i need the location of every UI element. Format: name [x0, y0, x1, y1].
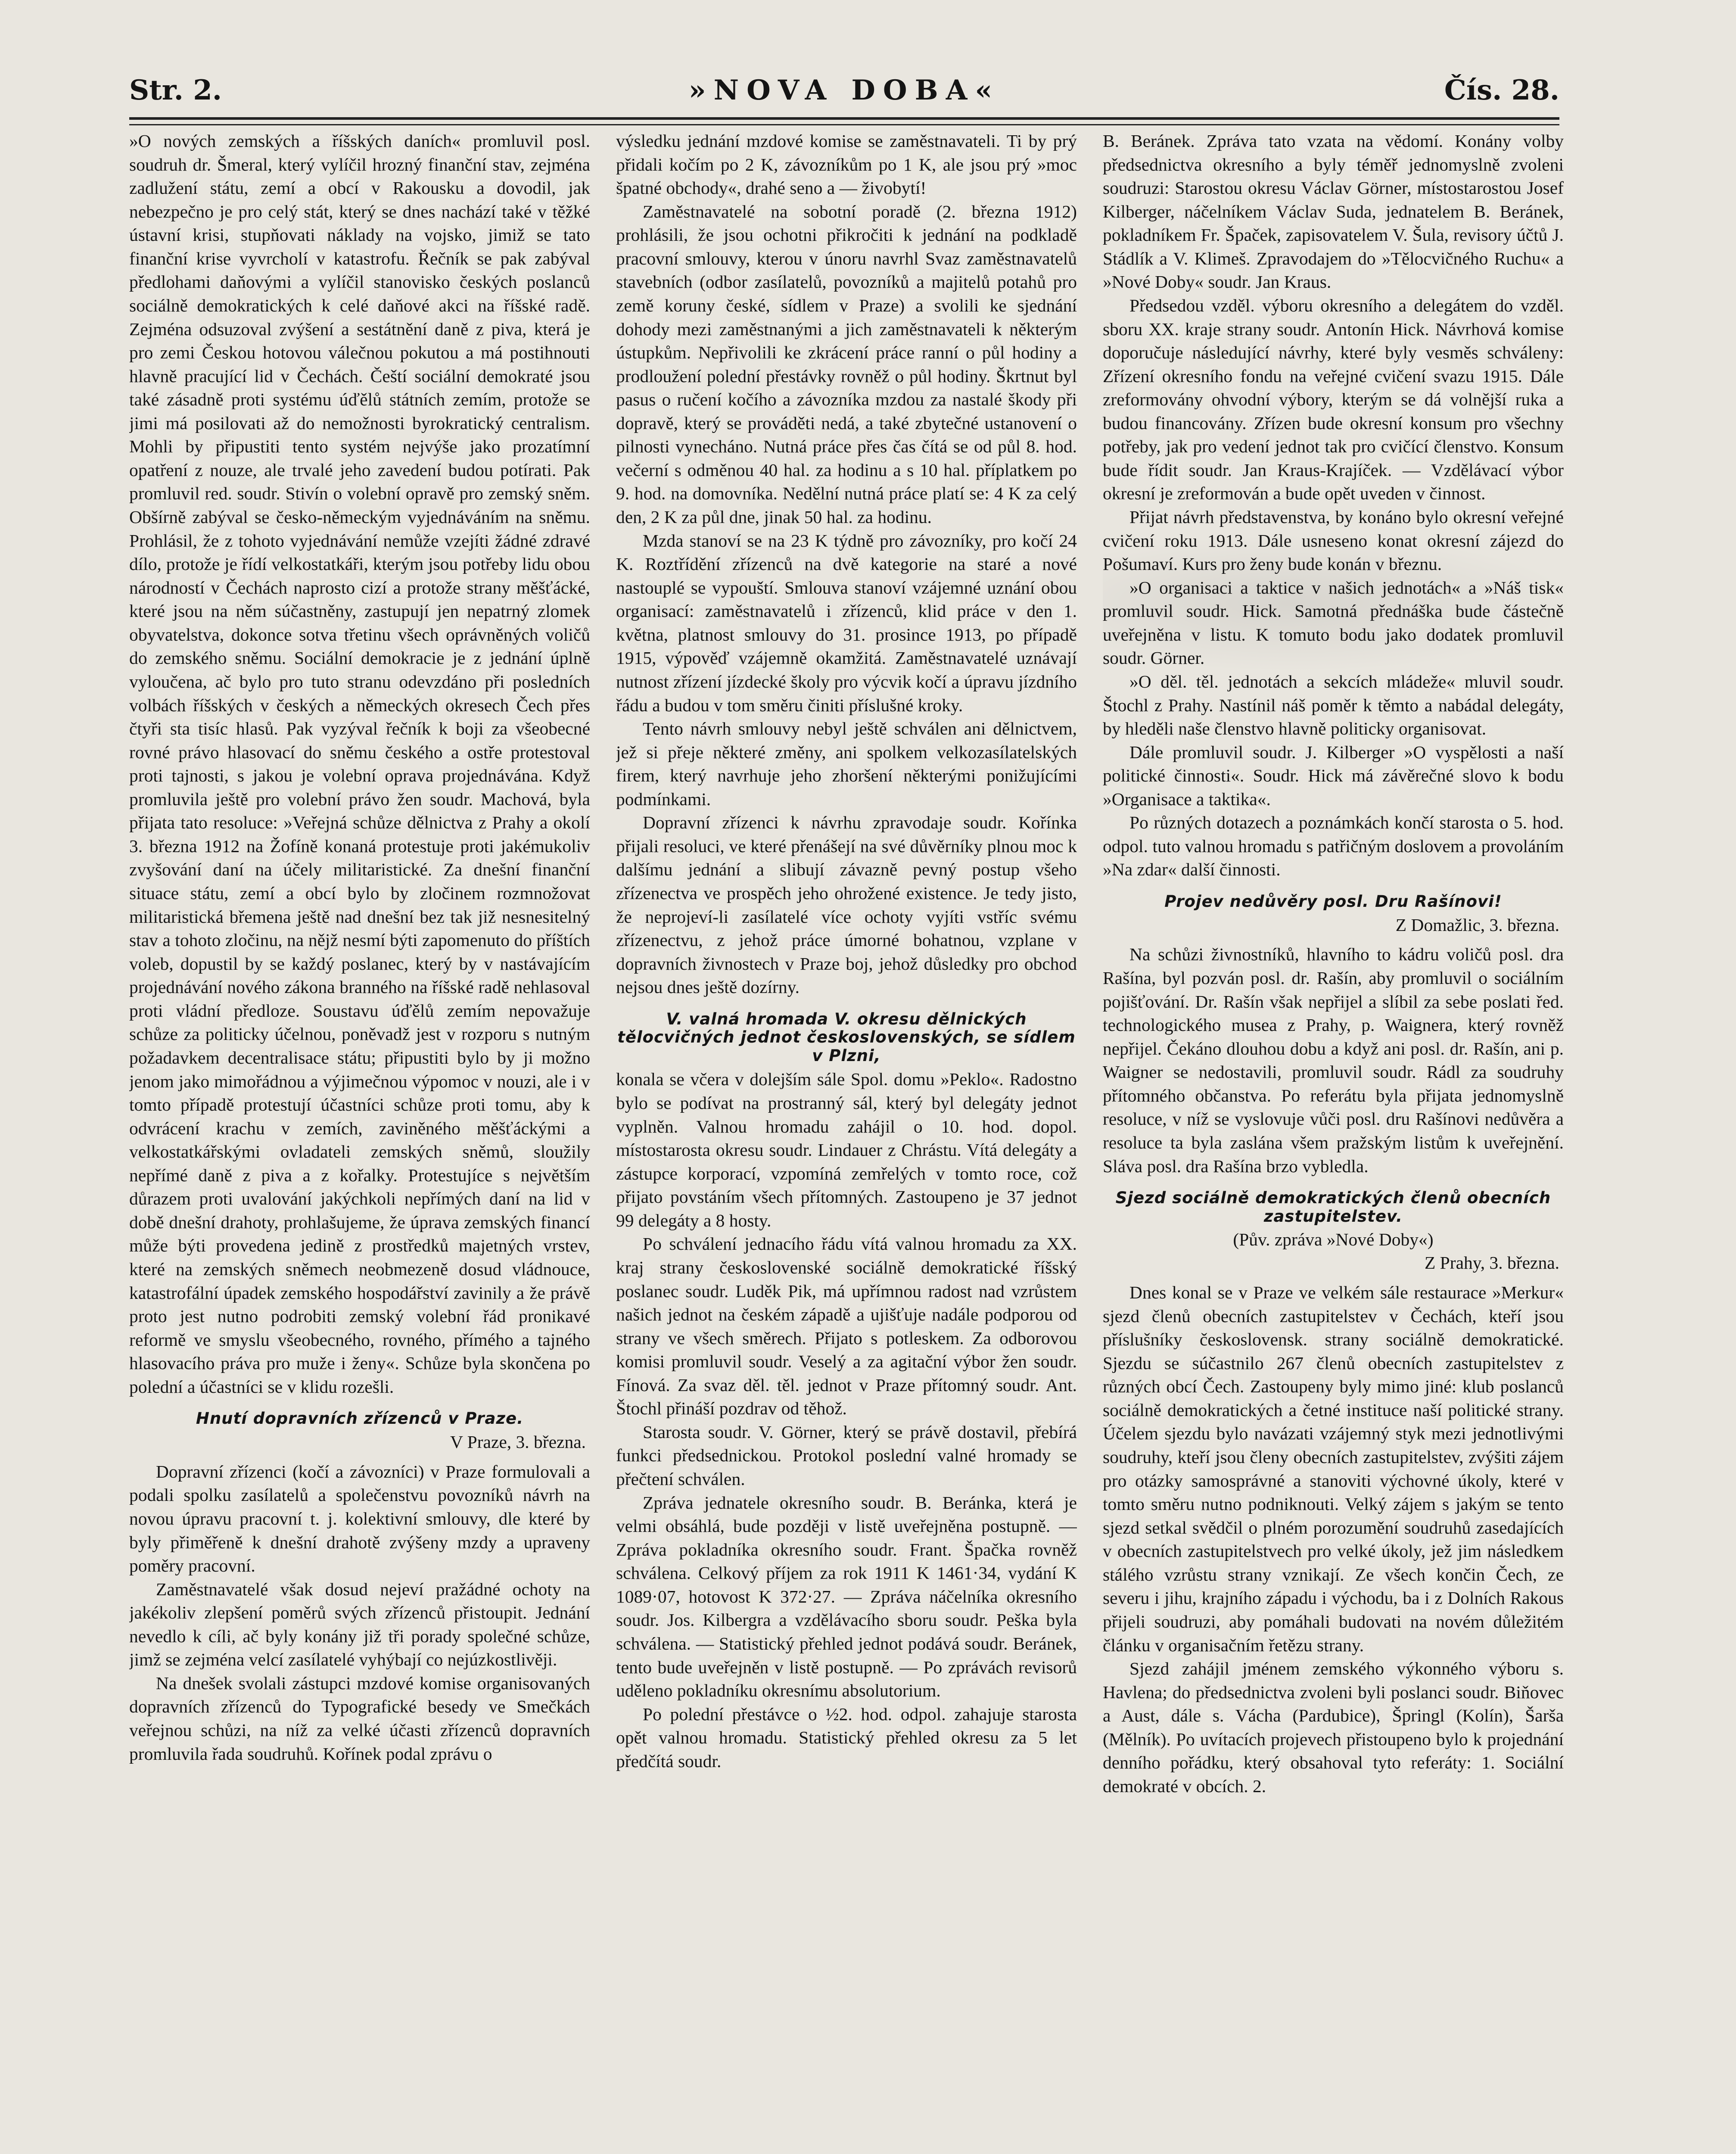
article-subtitle: (Pův. zpráva »Nové Doby«) — [1233, 1230, 1434, 1250]
article-headline: Sjezd sociálně demokratických členů obecních zastupitelstev. — [1115, 1189, 1551, 1226]
article-paragraph: Dnes konal se v Praze ve velkém sále restaurace »Merkur« sjezd členů obecních zastupitelstev v Čechách, kteří jsou příslušníky československ. strany sociálně demokratické. Sjezdu se súčastnilo 267 členů obecních zastupitelstev z různých obcí Čech. Zastoupeny byly mimo jiné: klub poslanců sociálně demokratických a četné instituce naší politické strany. Účelem sjezdu bylo navázati vzájemný styk mezi jednotlivými soudruhy, kteří jsou členy obecních zastupitelstev, zvýšiti zájem pro otázky samosprávné a stanoviti výchovné úkoly, které v tomto směru nutno podniknouti. Velký zájem s jakým se tento sjezd setkal svědčil o plném porozumění soudruhů zasedajících v obecních zastupitelstvech pro velké úkoly, jež jim následkem stálého vzrůstu strany vznikají. Ze všech končin Čech, ze severu i jihu, krajního západu i východu, ba i z Dolních Rakous přijeli soudruzi, aby pomáhali budovati na novém důležitém článku v organisačním řetězu strany. — [1103, 1282, 1564, 1655]
article-paragraph: Předsedou vzděl. výboru okresního a delegátem do vzděl. sboru XX. kraje strany soudr. Antonín Hick. Návrhová komise doporučuje následující návrhy, které byly vesměs schváleny: Zřízení okresního fondu na veřejné cvičení svazu 1915. Dále zreformovány ohvodní výbory, kterým se dá volnější ruka a budou financovány. Zřízen bude okresní konsum pro všechny potřeby, jak pro vedení jednot tak pro cvičící členstvo. Konsum bude řídit soudr. Jan Kraus-Krajíček. — Vzdělávací výbor okresní je zreformován a bude opět uveden v činnost. — [1103, 295, 1564, 504]
column-1 — [129, 129, 590, 2154]
article-paragraph: Sjezd zahájil jménem zemského výkonného výboru s. Havlena; do předsednictva zvoleni byli poslanci soudr. Biňovec a Aust, dále s. Vácha (Pardubice), Špringl (Kolín), Šarša (Mělník). Po uvítacích projevech přistoupeno bylo k projednání denního pořádku, který obsahoval tyto referáty: 1. Sociální demokraté v obcích. 2. — [1103, 1659, 1564, 1796]
column-3 — [1103, 129, 1564, 2154]
article-headline: Hnutí dopravních zřízenců v Praze. — [196, 1409, 524, 1428]
article-paragraph: Mzda stanoví se na 23 K týdně pro závozníky, pro kočí 24 K. Roztřídění zřízenců na dvě kategorie na staré a nové nastouplé se vypouští. Smlouva stanoví vzájemné uznání obou organisací: zaměstnavatelů i zřízenců, klid práce v den 1. května, platnost smlouvy do 31. prosince 1913, po případě 1915, výpověď vzájemně okamžitá. Zaměstnavatelé uznávají nutnost zřízení jízdecké školy pro výcvik kočí a úpravu jízdního řádu a budou v tom směru činiti příslušné kroky. — [616, 530, 1077, 715]
article-paragraph: »O nových zemských a říšských daních« promluvil posl. soudruh dr. Šmeral, který vylíčil hrozný finanční stav, zejména zadlužení státu, zemí a obcí v Rakousku a dovodil, jak nebezpečno je pro celý stát, který se dnes nachází také v těžké ústavní krisi, stupňovati náklady na vojsko, jimiž se tato finanční krise vyvrcholí v katastrofu. Řečník se pak zabýval předlohami daňovými a vylíčil stanovisko českých poslanců sociálně demokratických k celé daňové akci na říšské radě. Zejména odsuzoval zvýšení a sestátnění daně z piva, která je pro zemi Českou hotovou válečnou pokutou a má postihnouti hlavně pracující lid v Čechách. Čeští sociální demokraté jsou také zásadně proti systému úďělů státních zemím, protože se jimi má posilovati až do nemožnosti byrokratický centralism. Mohli by připustiti tento systém nejvýše jako prozatímní opatření z nouze, ale trvalé jeho zavedení budou potírati. Pak promluvil red. soudr. Stivín o volební opravě pro zemský sněm. Obšírně zabýval se česko-německým vyjednáváním na sněmu. Prohlásil, že z tohoto vyjednávání nemůže vzejíti žádné zdravé dílo, protože je řídí velkostatkáři, kterým jsou potřeby lidu obou národností v Čechách naprosto cizí a protože strany měšťácké, které jsou na něm súčastněny, zastupují jen nepatrný zlomek obyvatelstva, dokonce sotva třetinu všech oprávněných voličů do zemského sněmu. Sociální demokracie je z jednání úplně vyloučena, ač bylo pro tuto stranu odevzdáno při posledních volbách říšských v českých a německých okresech Čech přes čtyři sta tisíc hlasů. Pak vyzýval řečník k boji za všeobecné rovné právo hlasovací do sněmu českého a ostře protestoval proti tajnosti, s jakou je volební oprava projednávána. Když promluvila ještě pro volební právo žen soudr. Machová, byla přijata tato resoluce: »Veřejná schůze dělnictva z Prahy a okolí 3. března 1912 na Žofíně konaná protestuje proti jakémukoliv zvyšování daní na účely militaristické. Za dnešní finanční situace státu, zemí a obcí bylo by zločinem rozmnožovat militaristická břemena ještě nad dnešní bez tak již nesnesitelný stav a tohoto zločinu, na nějž nesmí býti zapomenuto do příštích voleb, dopustil by se každý poslanec, který by v nastávajícím projednávání nového zákona branného na říšské radě nehlasoval proti vládní předloze. Soustavu úďělů zemím nepovažuje schůze za politicky účelnou, poněvadž jest v rozporu s nutným požadavkem decentralisace státu; připustiti bylo by ji možno jenom jako mimořádnou a výjimečnou výpomoc v nouzi, ale i v tomto případě protestují účastníci schůze proti tomu, aby k odvrácení krachu v zemích, zaviněného měšťáckými a velkostatkářskými ovladateli zemských sněmů, sloužily nepřímé daně z piva a z kořalky. Protestujíce s největším důrazem proti uvalování jakýchkoli nepřímých daní na lid v době dnešní drahoty, prohlašujeme, že úprava zemských financí může býti provedena jedině z prostředků majetných vrstev, které na zemských sněmech neobmezeně dosud vládnouce, katastrofální úpadek zemského hospodářství zavinily a že právě proto jest nutno podrobiti zemský volební řád pronikavé reformě ve smyslu všeobecného, rovného, přímého a tajného hlasovacího práva pro muže i ženy«. Schůze byla skončena po polední a účastníci se v klidu rozešli. — [129, 131, 590, 1397]
text-columns — [129, 129, 1564, 2154]
article-paragraph: Zaměstnavatelé však dosud nejeví pražádné ochoty na jakékoliv zlepšení poměrů svých zřízenců přistoupit. Jednání nevedlo k cíli, ač byly konány již tři porady společné schůze, jimž se zejména velcí zasílatelé vyhýbají co nejúzkostlivěji. — [129, 1579, 590, 1670]
article-dateline: Z Domažlic, 3. března. — [1395, 915, 1559, 935]
article-paragraph: Dopravní zřízenci (kočí a závozníci) v Praze formulovali a podali spolku zasílatelů a společenstvu povozníků návrh na novou úpravu pracovní t. j. kolektivní smlouvy, dle které by byly přiměřeně k dnešní drahotě zvýšeny mzdy a upraveny poměry pracovní. — [129, 1461, 590, 1576]
article-paragraph: konala se včera v dolejším sále Spol. domu »Peklo«. Radostno bylo se podívat na prostranný sál, který byl delegáty jednot vyplněn. Valnou hromadu zahájil o 10. hod. dopol. místostarosta okresu soudr. Lindauer z Chrástu. Vítá delegáty a zástupce korporací, vzpomíná zemřelých v tomto roce, což přijato povstáním všech přítomných. Zastoupeno je 37 jednot 99 delegáty a 8 hosty. — [616, 1069, 1077, 1230]
article-paragraph: Tento návrh smlouvy nebyl ještě schválen ani dělnictvem, jež si přeje některé změny, ani spolkem velkozasílatelských firem, který navrhuje jeho zhoršení některými ponižujícími podmínkami. — [616, 719, 1077, 809]
article-paragraph: »O děl. těl. jednotách a sekcích mládeže« mluvil soudr. Štochl z Prahy. Nastínil náš poměr k těmto a nabádal delegáty, by hleděli naše členstvo hlavně politicky organisovat. — [1103, 671, 1564, 739]
article-paragraph: Starosta soudr. V. Görner, který se právě dostavil, přebírá funkci předsednickou. Protokol poslední valné hromady se přečtení schválen. — [616, 1422, 1077, 1489]
article-paragraph: Zaměstnavatelé na sobotní poradě (2. března 1912) prohlásili, že jsou ochotni přikročiti k jednání na podkladě pracovní smlouvy, kterou v únoru navrhl Svaz zaměstnavatelů stavebních (odbor zasílatelů, povozníků a majitelů potahů pro země koruny české, sídlem v Praze) a svolili ke sjednání dohody mezi zaměstnanými a jich zaměstnavateli k některým ústupkům. Nepřivolili ke zkrácení práce ranní o půl hodiny a prodloužení polední přestávky rovněž o půl hodiny. Škrtnut byl pasus o ručení kočího a závozníka mzdou za nastalé škody při dopravě, který se prováděti nedá, a také zbytečné ustanovení o pilnosti vynecháno. Nutná práce přes čas čítá se od půl 8. hod. večerní s odměnou 40 hal. za hodinu a s 10 hal. příplatkem po 9. hod. na domovníka. Nedělní nutná práce platí se: 4 K za celý den, 2 K za půl dne, jinak 50 hal. za hodinu. — [616, 201, 1077, 527]
article-paragraph: Na dnešek svolali zástupci mzdové komise organisovaných dopravních zřízenců do Typografické besedy ve Smečkách veřejnou schůzi, na níž za velké účasti zřízenců dopravních promluvila řada soudruhů. Kořínek podal zprávu o — [129, 1673, 590, 1764]
article-paragraph: Po různých dotazech a poznámkách končí starosta o 5. hod. odpol. tuto valnou hromadu s patřičným doslovem a provoláním »Na zdar« další činnosti. — [1103, 812, 1564, 880]
article-paragraph: Na schůzi živnostníků, hlavního to kádru voličů posl. dra Rašína, byl pozván posl. dr. Rašín, aby promluvil o sociálním pojišťování. Dr. Rašín však nepřijel a slíbil za sebe poslati řed. technologického musea z Prahy, p. Waignera, který rovněž nepřijel. Čekáno dlouhou dobu a když ani posl. dr. Rašín, ani p. Waigner se nedostavili, promluvil soudr. Rádl za soudruhy přítomného občanstva. Po referátu byla přijata jednomyslně resoluce, v níž se vyslovuje vůči posl. dru Rašínovi nedůvěra a resoluce ta byla zaslána všem pražským listům k uveřejnění. Sláva posl. dra Rašína brzo vybledla. — [1103, 944, 1564, 1176]
page-header — [129, 65, 1559, 116]
article-paragraph: Přijat návrh představenstva, by konáno bylo okresní veřejné cvičení roku 1913. Dále usneseno konat okresní zájezd do Pošumaví. Kurs pro ženy bude konán v březnu. — [1103, 507, 1564, 574]
article-headline: Projev nedůvěry posl. Dru Rašínovi! — [1164, 892, 1502, 911]
page-number: Str. 2. — [129, 74, 222, 106]
article-paragraph: B. Beránek. Zpráva tato vzata na vědomí. Konány volby předsednictva okresního a byly téměř jednomyslně zvoleni soudruzi: Starostou okresu Václav Görner, místostarostou Josef Kilberger, náčelníkem Václav Suda, jednatelem B. Beránek, pokladníkem Fr. Špaček, zapisovatelem V. Šula, revisory účtů J. Stádlík a V. Klimeš. Zpravodajem do »Tělocvičného Ruchu« a »Nové Doby« soudr. Jan Kraus. — [1103, 131, 1564, 292]
article-paragraph: Po schválení jednacího řádu vítá valnou hromadu za XX. kraj strany československé sociálně demokratické říšský poslanec soudr. Luděk Pik, má upřímnou radost nad vzrůstem našich jednot na českém západě a ujišťuje nadále podporou od strany ve všech směrech. Přijato s potleskem. Za odborovou komisi promluvil soudr. Veselý a za agitační výbor žen soudr. Fínová. Za svaz děl. těl. jednot v Praze přítomný soudr. Ant. Štochl přináší pozdrav od těhož. — [616, 1234, 1077, 1419]
article-paragraph: Zpráva jednatele okresního soudr. B. Beránka, která je velmi obsáhlá, bude později v listě uveřejněna postupně. — Zpráva pokladníka okresního soudr. Frant. Špačka rovněž schválena. Celkový příjem za rok 1911 K 1461·34, vydání K 1089·07, hotovost K 372·27. — Zpráva náčelníka okresního soudr. Jos. Kilbergra a vzdělávacího sboru soudr. Peška byla schválena. — Statistický přehled jednot podává soudr. Beránek, tento bude uveřejněn v listě postupně. — Po zprávách revisorů uděleno pokladníku okresnímu absolutorium. — [616, 1492, 1077, 1701]
article-dateline: V Praze, 3. března. — [450, 1432, 586, 1452]
article-paragraph: Dále promluvil soudr. J. Kilberger »O vyspělosti a naší politické činnosti«. Soudr. Hick má závěrečné slovo k bodu »Organisace a taktika«. — [1103, 742, 1564, 809]
article-headline: V. valná hromada V. okresu dělnických tělocvičných jednot československých, se sídlem v Plzni, — [617, 1009, 1076, 1065]
header-rule — [129, 117, 1559, 125]
article-paragraph: Dopravní zřízenci k návrhu zpravodaje soudr. Kořínka přijali resoluci, ve které přenášejí na své důvěrníky plnou moc k dalšímu jednání a slibují závazně pevný postup všeho zřízenectva ve prospěch jeho ohrožené existence. Je tedy jisto, že neprojeví-li zasílatelé více ochoty vyjíti vstříc svému zřízenectvu, z jehož práce úmorné bohatnou, vzplane v dopravních živnostech v Praze boj, jehož důsledky pro obchod nejsou dnes ještě dozírny. — [616, 812, 1077, 997]
column-2 — [616, 129, 1077, 2154]
article-dateline: Z Prahy, 3. března. — [1424, 1253, 1559, 1273]
article-paragraph: Po polední přestávce o ½2. hod. odpol. zahajuje starosta opět valnou hromadu. Statistický přehled okresu za 5 let předčítá soudr. — [616, 1704, 1077, 1771]
article-paragraph: výsledku jednání mzdové komise se zaměstnavateli. Ti by prý přidali kočím po 2 K, závozníkům po 1 K, ale jsou prý »moc špatné obchody«, drahé seno a — živobytí! — [616, 131, 1077, 198]
article-paragraph: »O organisaci a taktice v našich jednotách« a »Náš tisk« promluvil soudr. Hick. Samotná přednáška bude částečně uveřejněna v listu. K tomuto bodu jako dodatek promluvil soudr. Görner. — [1103, 577, 1564, 668]
issue-number: Čís. 28. — [1444, 74, 1559, 106]
newspaper-title: »NOVA DOBA« — [688, 74, 1000, 106]
